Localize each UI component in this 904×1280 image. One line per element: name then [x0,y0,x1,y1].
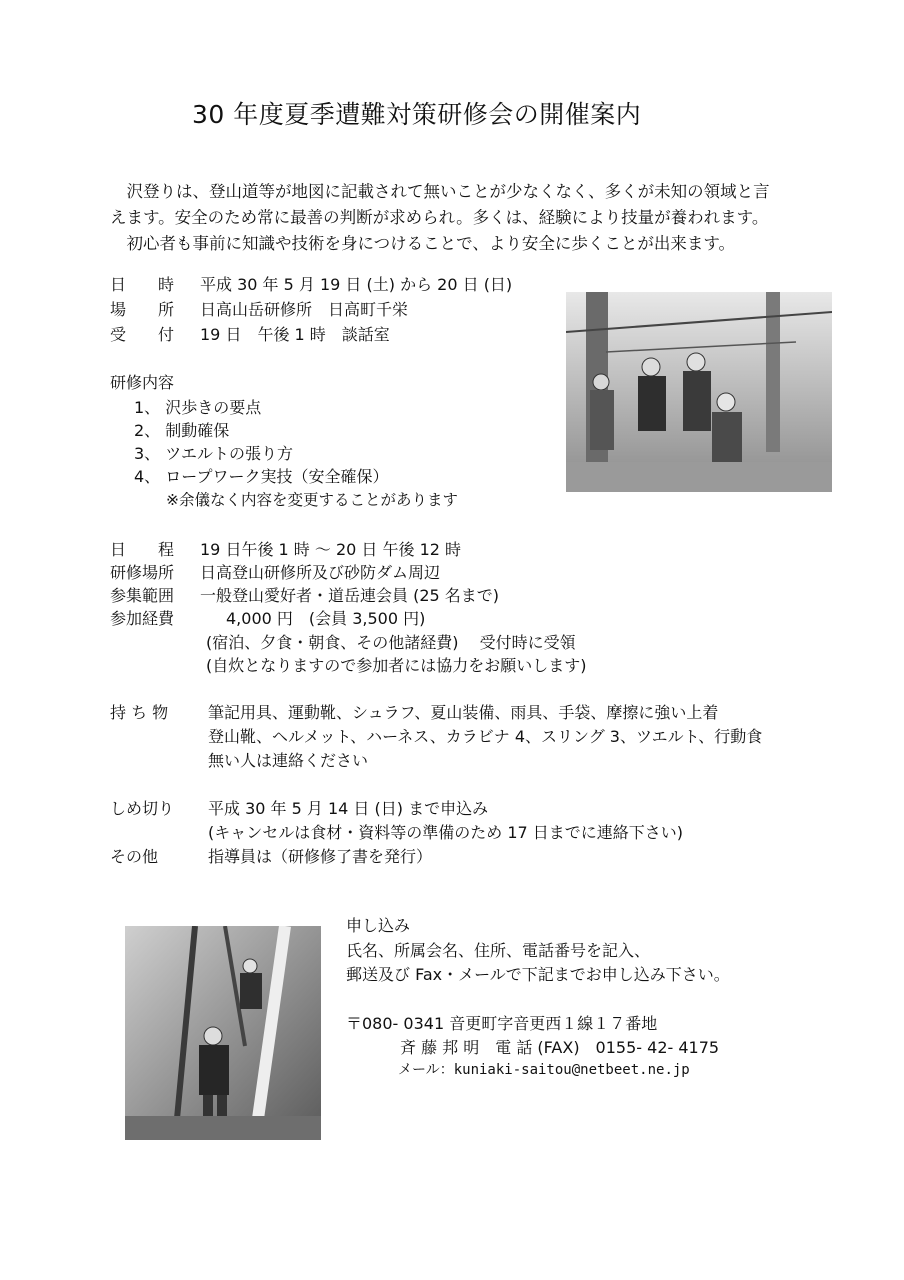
itinerary-value: 19 日午後 1 時 〜 20 日 午後 12 時 [200,540,462,559]
deadline-label: しめ切り [110,799,175,818]
application-line-1: 氏名、所属会名、住所、電話番号を記入、 [346,941,651,960]
eligibility-value: 一般登山愛好者・道岳連会員 (25 名まで) [200,586,500,605]
intro-line-3: 初心者も事前に知識や技術を身につけることで、より安全に歩くことが出来ます。 [110,234,736,253]
belongings-label: 持 ち 物 [110,703,169,722]
deadline-value: 平成 30 年 5 月 14 日 (日) まで申込み [208,799,489,818]
belongings-line-1: 筆記用具、運動靴、シュラフ、夏山装備、雨具、手袋、摩擦に強い上着 [208,703,719,722]
venue-label: 研修場所 [110,563,175,582]
training-photo-top [566,292,832,492]
fee-value: 4,000 円 (会員 3,500 円) [226,609,426,628]
intro-line-2: えます。安全のため常に最善の判断が求められ。多くは、経験により技量が養われます。 [110,208,769,227]
other-value: 指導員は（研修修了書を発行） [208,847,433,866]
content-item-3: 3、 ツエルトの張り方 [134,444,293,463]
application-contact: 斉 藤 邦 明 電 話 (FAX) 0155- 42- 4175 [400,1038,720,1057]
eligibility-label: 参集範囲 [110,586,175,605]
belongings-line-3: 無い人は連絡ください [208,751,369,770]
content-item-4: 4、 ロープワーク実技（安全確保） [134,467,389,486]
reception-label: 受 付 [110,325,175,344]
application-line-2: 郵送及び Fax・メールで下記までお申し込み下さい。 [346,965,730,984]
content-item-1: 1、 沢歩きの要点 [134,398,262,417]
date-label: 日 時 [110,275,175,294]
content-heading: 研修内容 [110,373,175,392]
itinerary-label: 日 程 [110,540,175,559]
place-label: 場 所 [110,300,175,319]
belongings-line-2: 登山靴、ヘルメット、ハーネス、カラビナ 4、スリング 3、ツエルト、行動食 [208,727,763,746]
fee-note-2: (自炊となりますので参加者には協力をお願いします) [206,656,587,675]
application-address: 〒080- 0341 音更町字音更西１線１７番地 [346,1014,658,1033]
application-email: メール：kuniaki-saitou@netbeet.ne.jp [398,1062,690,1078]
application-heading: 申し込み [346,916,411,935]
content-item-2: 2、 制動確保 [134,421,230,440]
fee-label: 参加経費 [110,609,175,628]
date-value: 平成 30 年 5 月 19 日 (土) から 20 日 (日) [200,275,513,294]
fee-note-1: (宿泊、夕食・朝食、その他諸経費) 受付時に受領 [206,633,576,652]
venue-value: 日高登山研修所及び砂防ダム周辺 [200,563,441,582]
content-note: ※余儀なく内容を変更することがあります [166,491,458,509]
intro-line-1: 沢登りは、登山道等が地図に記載されて無いことが少なくなく、多くが未知の領域と言 [110,182,770,201]
place-value: 日高山岳研修所 日高町千栄 [200,300,409,319]
deadline-note: (キャンセルは食材・資料等の準備のため 17 日までに連絡下さい) [208,823,684,842]
reception-value: 19 日 午後 1 時 談話室 [200,325,390,344]
page-title: 30 年度夏季遭難対策研修会の開催案内 [192,100,642,129]
training-photo-bottom [125,926,321,1140]
other-label: その他 [110,847,159,866]
